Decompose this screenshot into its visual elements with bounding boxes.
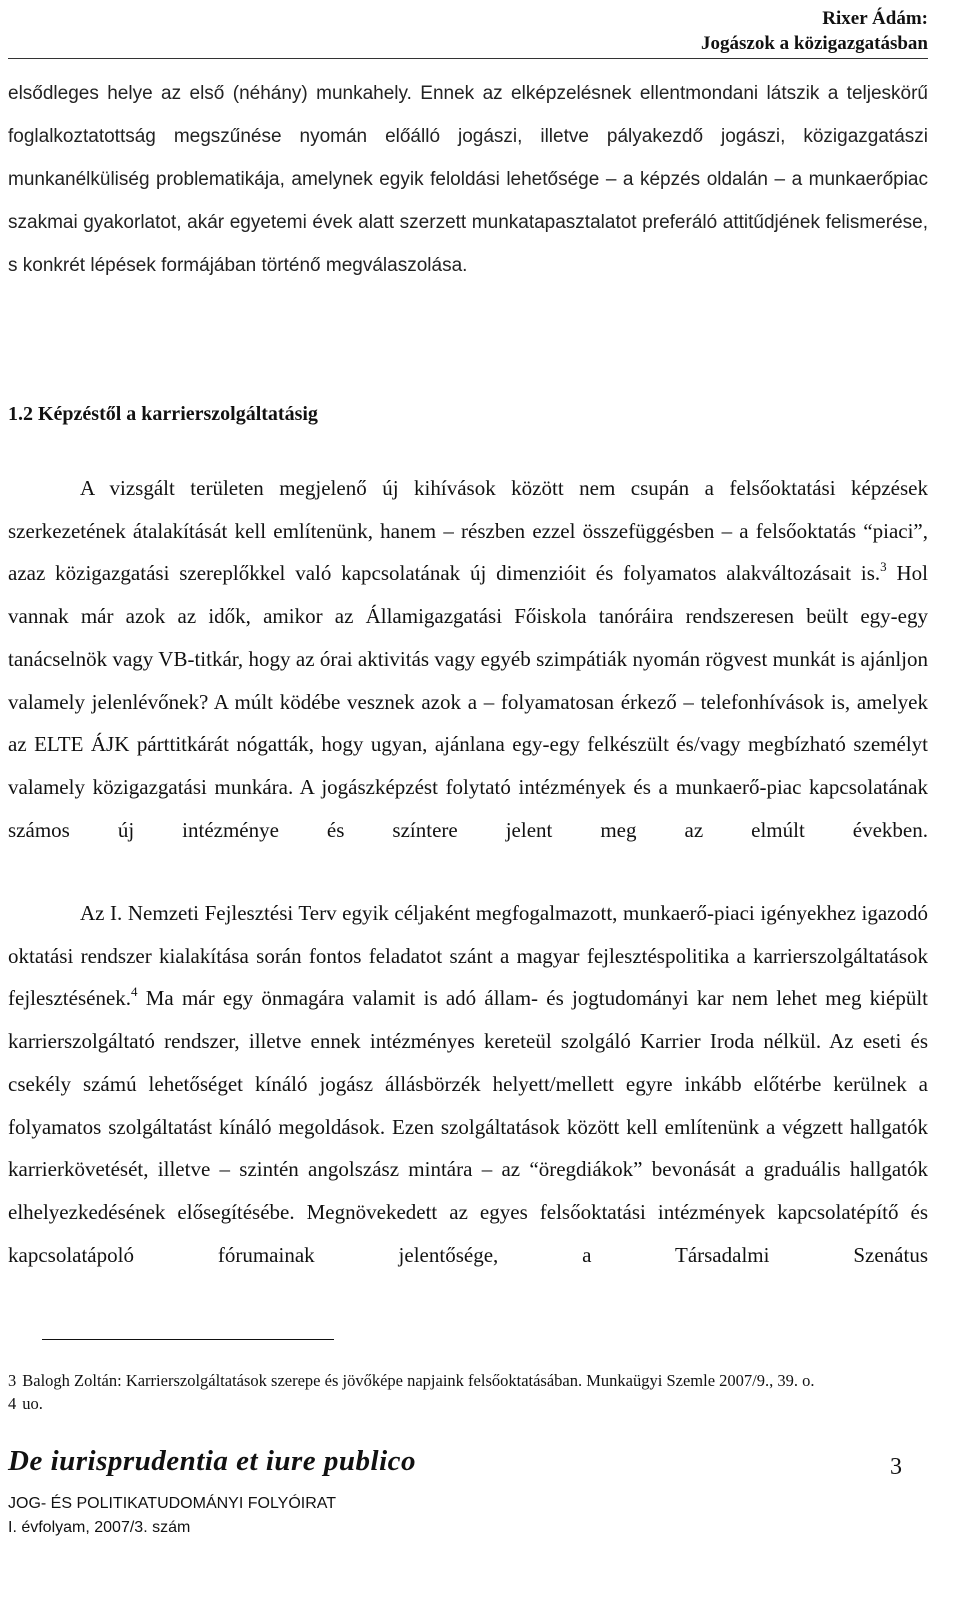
footnote-text: uo.	[22, 1394, 43, 1413]
paragraph-text: Hol vannak már azok az idők, amikor az Államigazgatási Főiskola tanóráira rendszeresen beült egy-egy tanácselnök vagy VB-titkár, hogy az órai aktivitás vagy egyéb szimpátiák nyomán rögvest munkát is ajánljon valamely jelenlévőnek? A múlt ködébe vesznek azok a – folyamatosan érkező – telefonhívások is, amelyek az ELTE ÁJK párttitkárát nógatták, hogy ugyan, ajánlana egy-egy felkészült és/vagy megbízható személyt valamely közigazgatási munkára. A jogászképzést folytató intézmények és a munkaerő-piac kapcsolatának számos új intézménye és színtere jelent meg az elmúlt években.	[8, 561, 928, 842]
footnote-text: Balogh Zoltán: Karrierszolgáltatások szerepe és jövőképe napjaink felsőoktatásában. Munkaügyi Szemle 2007/9., 39. o.	[22, 1371, 815, 1390]
body-paragraph-2	[8, 467, 928, 851]
footnote-3	[8, 1369, 928, 1392]
footnote-label: 3	[8, 1371, 17, 1390]
paragraph-text: A vizsgált területen megjelenő új kihívások között nem csupán a felsőoktatási képzések szerkezetének átalakítását kell említenünk, hanem – részben ezzel összefüggésben – a felsőoktatás “piaci”, azaz közigazgatási szereplőkkel való kapcsolatának új dimenzióit és folyamatos alakváltozásait is.	[8, 476, 928, 586]
section-heading: 1.2 Képzéstől a karrierszolgáltatásig	[8, 403, 318, 425]
header-divider	[8, 58, 928, 59]
journal-subtitle: JOG- ÉS POLITIKATUDOMÁNYI FOLYÓIRAT	[8, 1495, 337, 1512]
footnote-ref-3[interactable]: 3	[880, 559, 887, 575]
running-header	[701, 6, 928, 56]
page-number: 3	[890, 1454, 902, 1480]
paragraph-text: Az I. Nemzeti Fejlesztési Terv egyik céljaként megfogalmazott, munkaerő-piaci igényekhez igazodó oktatási rendszer kialakítása során fontos feladatot szánt a magyar fejlesztéspolitika a karrierszolgáltatások fejlesztésének.	[8, 901, 928, 1011]
intro-paragraph: elsődleges helye az első (néhány) munkahely. Ennek az elképzelésnek ellentmondani látszik a teljeskörű foglalkoztatottság megszűnése nyomán előálló jogászi, illetve pályakezdő jogászi, közigazgatászi munkanélküliség problematikája, amelynek egyik feloldási lehetősége – a képzés oldalán – a munkaerőpiac szakmai gyakorlatot, akár egyetemi évek alatt szerzett munkatapasztalatot preferáló attitűdjének felismerése, s konkrét lépések formájában történő megválaszolása.	[8, 83, 928, 276]
footnote-separator	[42, 1339, 334, 1340]
footnote-4	[8, 1392, 928, 1415]
paragraph-text: Ma már egy önmagára valamit is adó állam- és jogtudományi kar nem lehet meg kiépült karrierszolgáltató rendszer, illetve ennek intézményes kereteül szolgáló Karrier Iroda nélkül. Az eseti és csekély számú lehetőséget kínáló jogász állásbörzék helyett/mellett egyre inkább előtérbe kerülnek a folyamatos szolgáltatást kínáló megoldások. Ezen szolgáltatások között kell említenünk a végzett hallgatók karrierkövetését, illetve – szintén angolszász mintára – az “öregdiákok” bevonását a graduális hallgatók elhelyezkedésének elősegítésébe. Megnövekedett az egyes felsőoktatási intézmények kapcsolatépítő és kapcsolatápoló fórumainak jelentősége, a Társadalmi Szenátus	[8, 986, 928, 1267]
footnote-label: 4	[8, 1394, 17, 1413]
body-paragraph-3	[8, 892, 928, 1276]
journal-info	[8, 1492, 336, 1540]
journal-title: De iurisprudentia et iure publico	[8, 1445, 417, 1477]
footnote-ref-4[interactable]: 4	[131, 984, 138, 1000]
journal-issue: I. évfolyam, 2007/3. szám	[8, 1519, 191, 1536]
header-author: Rixer Ádám:	[822, 8, 928, 29]
header-title: Jogászok a közigazgatásban	[701, 33, 928, 54]
footnotes	[8, 1369, 928, 1415]
